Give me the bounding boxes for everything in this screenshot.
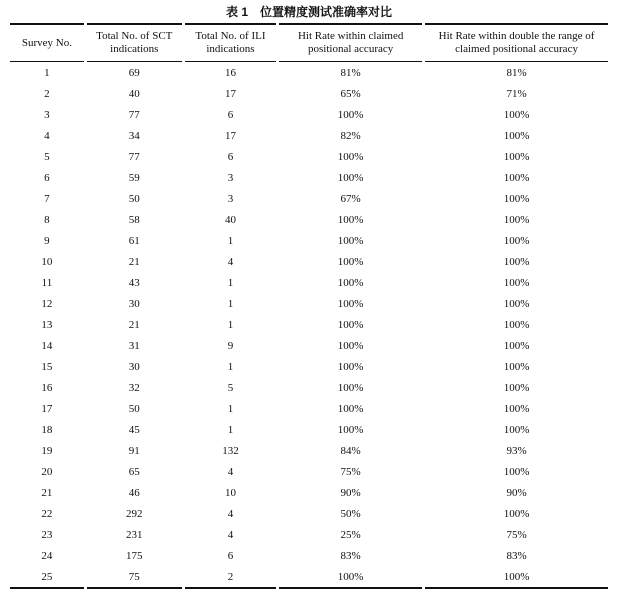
table-cell: 1 bbox=[227, 360, 234, 373]
table-cell: 65% bbox=[340, 87, 361, 100]
table-row bbox=[10, 524, 608, 545]
column-header-3: Total No. of ILI indications bbox=[185, 23, 276, 62]
table-cell: 5 bbox=[44, 150, 50, 163]
table-cell: 100% bbox=[337, 339, 364, 352]
table-cell: 100% bbox=[337, 423, 364, 436]
table-row bbox=[10, 167, 608, 188]
table-caption: 表 1 位置精度测试准确率对比 bbox=[225, 5, 392, 19]
table-cell: 83% bbox=[506, 549, 527, 562]
table-cell: 77 bbox=[128, 150, 140, 163]
table-cell: 292 bbox=[126, 507, 143, 520]
table-cell: 10 bbox=[41, 255, 53, 268]
positional-accuracy-table bbox=[7, 23, 611, 589]
table-cell: 50 bbox=[128, 192, 140, 205]
table-cell: 4 bbox=[227, 255, 234, 268]
table-cell: 1 bbox=[227, 318, 234, 331]
table-cell: 30 bbox=[128, 297, 140, 310]
table-cell: 100% bbox=[337, 276, 364, 289]
table-cell: 1 bbox=[227, 423, 234, 436]
table-row bbox=[10, 503, 608, 524]
table-cell: 32 bbox=[128, 381, 140, 394]
table-cell: 3 bbox=[44, 108, 50, 121]
table-cell: 21 bbox=[128, 318, 140, 331]
table-cell: 2 bbox=[44, 87, 50, 100]
table-row bbox=[10, 209, 608, 230]
table-cell: 100% bbox=[337, 150, 364, 163]
table-cell: 83% bbox=[340, 549, 361, 562]
table-cell: 100% bbox=[503, 255, 530, 268]
table-cell: 75% bbox=[506, 528, 527, 541]
table-cell: 100% bbox=[503, 339, 530, 352]
table-cell: 100% bbox=[503, 108, 530, 121]
table-cell: 75% bbox=[340, 465, 361, 478]
table-cell: 1 bbox=[227, 402, 234, 415]
table-cell: 61 bbox=[128, 234, 140, 247]
table-cell: 1 bbox=[227, 297, 234, 310]
table-cell: 100% bbox=[337, 381, 364, 394]
table-cell: 81% bbox=[506, 66, 527, 79]
table-cell: 9 bbox=[227, 339, 234, 352]
table-cell: 1 bbox=[227, 234, 234, 247]
table-row bbox=[10, 62, 608, 83]
column-header-1: Survey No. bbox=[10, 23, 84, 62]
table-cell: 100% bbox=[337, 108, 364, 121]
table-row bbox=[10, 461, 608, 482]
table-cell: 91 bbox=[128, 444, 140, 457]
table-cell: 100% bbox=[503, 129, 530, 142]
table-cell: 65 bbox=[128, 465, 140, 478]
table-cell: 24 bbox=[41, 549, 53, 562]
table-cell: 8 bbox=[44, 213, 50, 226]
table-cell: 34 bbox=[128, 129, 140, 142]
table-cell: 59 bbox=[128, 171, 140, 184]
table-cell: 46 bbox=[128, 486, 140, 499]
table-cell: 231 bbox=[126, 528, 143, 541]
table-row bbox=[10, 356, 608, 377]
table-cell: 100% bbox=[337, 318, 364, 331]
table-row bbox=[10, 398, 608, 419]
table-cell: 175 bbox=[126, 549, 143, 562]
table-cell: 100% bbox=[503, 234, 530, 247]
table-cell: 22 bbox=[41, 507, 53, 520]
table-cell: 100% bbox=[503, 402, 530, 415]
table-cell: 1 bbox=[227, 276, 234, 289]
table-cell: 6 bbox=[227, 549, 234, 562]
table-cell: 18 bbox=[41, 423, 53, 436]
table-cell: 100% bbox=[337, 255, 364, 268]
table-cell: 100% bbox=[425, 566, 608, 589]
table-body bbox=[10, 62, 608, 589]
table-cell: 4 bbox=[227, 507, 234, 520]
table-row bbox=[10, 272, 608, 293]
table-cell: 17 bbox=[224, 129, 236, 142]
table-cell: 2 bbox=[185, 566, 276, 589]
table-cell: 100% bbox=[503, 381, 530, 394]
table-cell: 132 bbox=[222, 444, 239, 457]
table-cell: 3 bbox=[227, 171, 234, 184]
table-cell: 45 bbox=[128, 423, 140, 436]
table-header-row bbox=[10, 23, 608, 62]
table-row bbox=[10, 125, 608, 146]
table-row bbox=[10, 440, 608, 461]
table-cell: 100% bbox=[503, 276, 530, 289]
table-cell: 10 bbox=[224, 486, 236, 499]
table-cell: 15 bbox=[41, 360, 53, 373]
table-cell: 50 bbox=[128, 402, 140, 415]
table-row bbox=[10, 104, 608, 125]
table-cell: 82% bbox=[340, 129, 361, 142]
table-cell: 21 bbox=[41, 486, 53, 499]
table-cell: 100% bbox=[337, 402, 364, 415]
column-header-5: Hit Rate within double the range of claimed positional accuracy bbox=[425, 23, 608, 62]
table-cell: 21 bbox=[128, 255, 140, 268]
table-cell: 100% bbox=[337, 213, 364, 226]
table-cell: 90% bbox=[506, 486, 527, 499]
table-cell: 100% bbox=[503, 192, 530, 205]
table-cell: 16 bbox=[224, 66, 236, 79]
table-cell: 23 bbox=[41, 528, 53, 541]
table-cell: 100% bbox=[503, 465, 530, 478]
table-cell: 71% bbox=[506, 87, 527, 100]
table-cell: 50% bbox=[340, 507, 361, 520]
table-cell: 100% bbox=[503, 213, 530, 226]
table-header bbox=[10, 23, 608, 62]
table-cell: 11 bbox=[41, 276, 53, 289]
table-row bbox=[10, 566, 608, 589]
table-cell: 100% bbox=[503, 171, 530, 184]
table-cell: 25 bbox=[10, 566, 84, 589]
table-cell: 3 bbox=[227, 192, 234, 205]
table-cell: 90% bbox=[340, 486, 361, 499]
table-cell: 19 bbox=[41, 444, 53, 457]
table-cell: 40 bbox=[128, 87, 140, 100]
table-cell: 100% bbox=[503, 507, 530, 520]
table-row bbox=[10, 146, 608, 167]
table-cell: 100% bbox=[503, 318, 530, 331]
table-cell: 100% bbox=[503, 150, 530, 163]
table-cell: 13 bbox=[41, 318, 53, 331]
table-cell: 6 bbox=[227, 150, 234, 163]
table-cell: 30 bbox=[128, 360, 140, 373]
table-row bbox=[10, 230, 608, 251]
table-row bbox=[10, 335, 608, 356]
table-row bbox=[10, 419, 608, 440]
table-cell: 100% bbox=[337, 360, 364, 373]
table-cell: 69 bbox=[128, 66, 140, 79]
table-cell: 6 bbox=[227, 108, 234, 121]
table-cell: 17 bbox=[224, 87, 236, 100]
table-row bbox=[10, 293, 608, 314]
table-cell: 25% bbox=[340, 528, 361, 541]
table-cell: 84% bbox=[340, 444, 361, 457]
table-cell: 6 bbox=[44, 171, 50, 184]
table-cell: 9 bbox=[44, 234, 50, 247]
table-cell: 1 bbox=[44, 66, 50, 79]
table-cell: 40 bbox=[224, 213, 236, 226]
column-header-2: Total No. of SCT indications bbox=[87, 23, 182, 62]
table-row bbox=[10, 251, 608, 272]
table-cell: 31 bbox=[128, 339, 140, 352]
table-cell: 81% bbox=[340, 66, 361, 79]
table-cell: 12 bbox=[41, 297, 53, 310]
table-cell: 4 bbox=[227, 465, 234, 478]
table-row bbox=[10, 83, 608, 104]
table-row bbox=[10, 188, 608, 209]
column-header-4: Hit Rate within claimed positional accuracy bbox=[279, 23, 422, 62]
table-cell: 93% bbox=[506, 444, 527, 457]
table-cell: 7 bbox=[44, 192, 50, 205]
table-cell: 4 bbox=[44, 129, 50, 142]
table-cell: 20 bbox=[41, 465, 53, 478]
table-cell: 100% bbox=[337, 297, 364, 310]
table-row bbox=[10, 377, 608, 398]
table-cell: 100% bbox=[337, 171, 364, 184]
table-cell: 43 bbox=[128, 276, 140, 289]
table-row bbox=[10, 482, 608, 503]
table-cell: 75 bbox=[87, 566, 182, 589]
table-cell: 100% bbox=[337, 234, 364, 247]
table-cell: 17 bbox=[41, 402, 53, 415]
table-row bbox=[10, 314, 608, 335]
table-cell: 77 bbox=[128, 108, 140, 121]
table-cell: 4 bbox=[227, 528, 234, 541]
table-cell: 100% bbox=[503, 423, 530, 436]
table-cell: 5 bbox=[227, 381, 234, 394]
table-row bbox=[10, 545, 608, 566]
table-cell: 16 bbox=[41, 381, 53, 394]
table-cell: 14 bbox=[41, 339, 53, 352]
table-cell: 100% bbox=[503, 297, 530, 310]
table-cell: 67% bbox=[340, 192, 361, 205]
table-cell: 58 bbox=[128, 213, 140, 226]
table-cell: 100% bbox=[503, 360, 530, 373]
table-cell: 100% bbox=[279, 566, 422, 589]
